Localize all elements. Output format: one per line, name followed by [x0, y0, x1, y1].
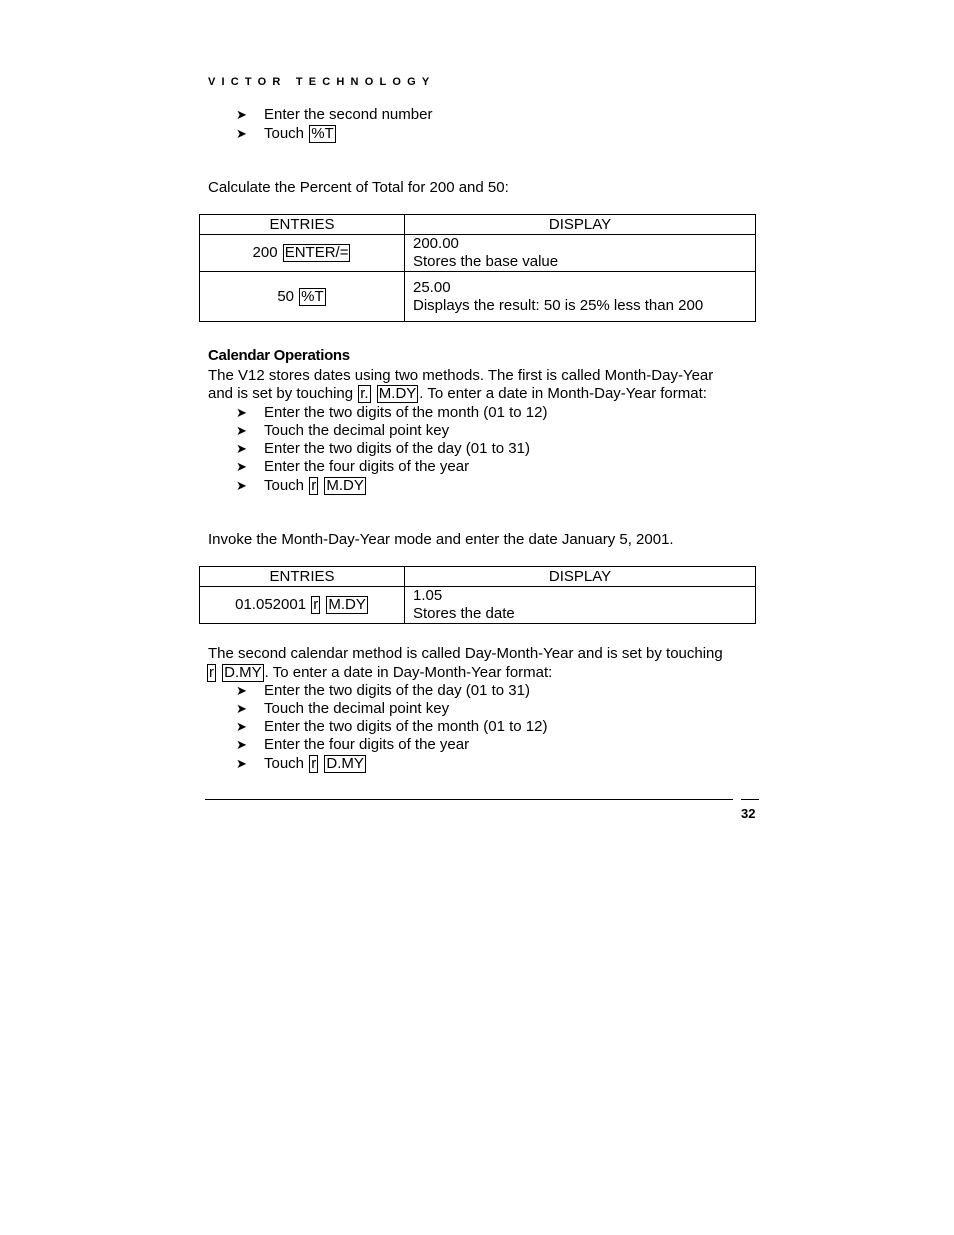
- paragraph-line: [208, 385, 707, 403]
- section-title: Calendar Operations: [208, 347, 350, 364]
- step-text: Enter the two digits of the month (01 to 12): [264, 404, 548, 421]
- paragraph-text: and is set by touching: [208, 385, 354, 402]
- list-item: [236, 718, 548, 736]
- key-dmy: D.MY: [326, 755, 364, 772]
- step-text: Enter the two digits of the month (01 to 12): [264, 718, 548, 735]
- list-item: [236, 755, 367, 773]
- display-value: 25.00: [413, 278, 451, 296]
- entry-value: 200: [252, 244, 278, 261]
- key-r: r: [311, 755, 317, 772]
- step-text: Touch the decimal point key: [264, 700, 450, 717]
- arrow-bullet-icon: ➤: [236, 423, 247, 438]
- list-item: [236, 404, 548, 422]
- list-item: [236, 106, 433, 124]
- key-dmy: D.MY: [224, 664, 262, 681]
- key-enter: ENTER/=: [284, 244, 349, 261]
- display-cell: [405, 587, 756, 624]
- arrow-bullet-icon: ➤: [236, 737, 247, 752]
- footer-rule: [741, 799, 759, 800]
- step-text: Enter the two digits of the day (01 to 31): [264, 682, 530, 699]
- key-mdy: M.DY: [378, 385, 417, 402]
- arrow-bullet-icon: ➤: [236, 405, 247, 420]
- example-intro: Calculate the Percent of Total for 200 and 50:: [208, 179, 509, 196]
- display-note: Displays the result: 50 is 25% less than 200: [413, 296, 704, 314]
- table-header-entries: ENTRIES: [200, 215, 405, 235]
- paragraph-text: . To enter a date in Day-Month-Year format:: [264, 664, 553, 681]
- paragraph-text: . To enter a date in Month-Day-Year format:: [419, 385, 707, 402]
- list-item: [236, 125, 337, 143]
- arrow-bullet-icon: ➤: [236, 478, 247, 493]
- step-text: Touch the decimal point key: [264, 422, 450, 439]
- step-text: Enter the two digits of the day (01 to 31): [264, 440, 530, 457]
- key-r: r: [311, 477, 317, 494]
- arrow-bullet-icon: ➤: [236, 701, 247, 716]
- example-intro: Invoke the Month-Day-Year mode and enter the date January 5, 2001.: [208, 531, 674, 548]
- paragraph-line: The second calendar method is called Day-Month-Year and is set by touching: [208, 645, 723, 662]
- list-item: [236, 458, 470, 476]
- step-text: Enter the four digits of the year: [264, 458, 470, 475]
- table-header-entries: ENTRIES: [200, 567, 405, 587]
- percent-total-table: [199, 214, 756, 322]
- entry-cell: [200, 235, 405, 272]
- list-item: [236, 682, 530, 700]
- arrow-bullet-icon: ➤: [236, 126, 247, 141]
- arrow-bullet-icon: ➤: [236, 719, 247, 734]
- table-header-display: DISPLAY: [405, 215, 756, 235]
- calendar-example-table: [199, 566, 756, 624]
- display-note: Stores the base value: [413, 253, 559, 270]
- entry-value: 50: [277, 287, 294, 305]
- entry-value: 01.052001: [235, 596, 307, 613]
- running-header: VICTOR TECHNOLOGY: [208, 76, 436, 88]
- arrow-bullet-icon: ➤: [236, 441, 247, 456]
- list-item: [236, 700, 450, 718]
- key-r: r: [209, 664, 214, 681]
- footer-rule: [205, 799, 733, 800]
- key-mdy: M.DY: [328, 596, 366, 613]
- list-item: [236, 736, 470, 754]
- arrow-bullet-icon: ➤: [236, 459, 247, 474]
- arrow-bullet-icon: ➤: [236, 107, 247, 122]
- key-percent-total: %T: [311, 125, 334, 142]
- step-text: Enter the second number: [264, 106, 433, 123]
- display-note: Stores the date: [413, 605, 515, 622]
- display-value: 200.00: [413, 235, 459, 252]
- paragraph-line: The V12 stores dates using two methods. The first is called Month-Day-Year: [208, 367, 714, 384]
- table-row: [200, 235, 756, 272]
- step-text: Touch: [264, 755, 305, 772]
- step-text: Touch: [264, 477, 305, 494]
- display-cell: [405, 272, 756, 322]
- list-item: [236, 422, 450, 440]
- display-value: 1.05: [413, 587, 443, 604]
- key-percent-total: %T: [301, 287, 324, 305]
- list-item: [236, 440, 530, 458]
- entry-cell: [200, 272, 405, 322]
- page-number: 32: [741, 806, 756, 821]
- list-item: [236, 477, 367, 495]
- arrow-bullet-icon: ➤: [236, 756, 247, 771]
- step-text: Touch: [264, 125, 305, 142]
- arrow-bullet-icon: ➤: [236, 683, 247, 698]
- table-row: [200, 587, 756, 624]
- step-text: Enter the four digits of the year: [264, 736, 470, 753]
- table-header-display: DISPLAY: [405, 567, 756, 587]
- key-r: r: [313, 596, 319, 613]
- key-r: r.: [360, 385, 369, 402]
- table-row: [200, 272, 756, 322]
- paragraph-line: [207, 664, 552, 682]
- entry-cell: [200, 587, 405, 624]
- display-cell: [405, 235, 756, 272]
- key-mdy: M.DY: [326, 477, 364, 494]
